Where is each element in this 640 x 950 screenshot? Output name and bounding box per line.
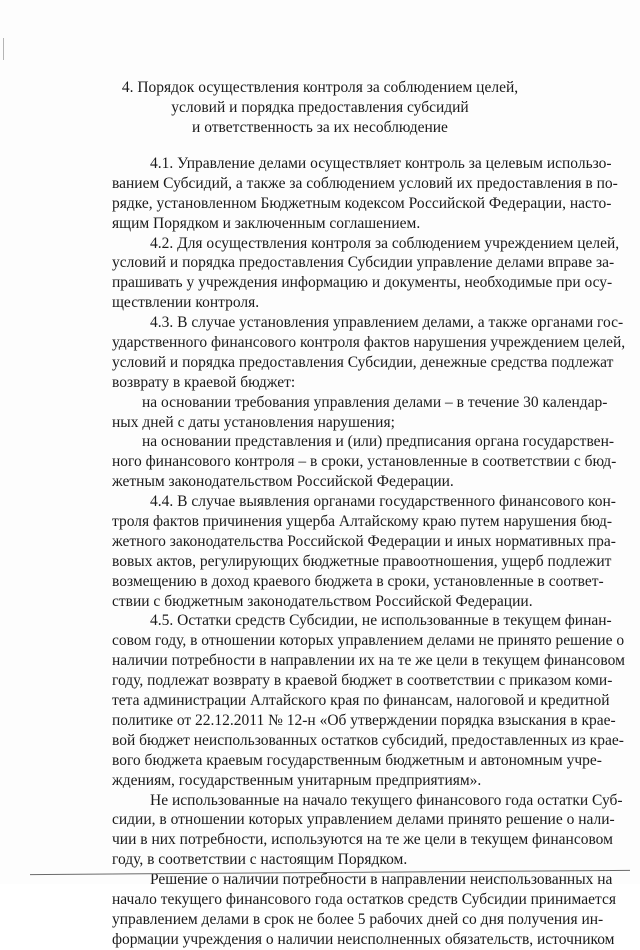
body-text-line: году, в соответствии с настоящим Порядком. xyxy=(112,851,408,869)
body-text-line: возврату в краевой бюджет: xyxy=(112,373,296,391)
heading-line-1: 4. Порядок осуществления контроля за соблюдением целей, xyxy=(121,79,519,96)
body-text-line: ударственного финансового контроля фактов нарушения учреждением целей, xyxy=(112,334,626,352)
section-body xyxy=(112,154,626,950)
body-text-line: ждениям, государственным унитарным предприятиям». xyxy=(112,771,482,789)
body-text-line: ных дней с даты установления нарушения; xyxy=(112,413,395,431)
body-text-line: на основании требования управления делами – в течение 30 календар- xyxy=(142,393,608,411)
body-text-line: условий и порядка предоставления Субсидии, денежные средства подлежат xyxy=(112,353,614,371)
body-text-line: вой бюджет неиспользованных остатков субсидий, предоставленных из крае- xyxy=(112,731,624,749)
body-text-line: наличии потребности в направлении их на те же цели в текущем финансовом xyxy=(112,652,625,670)
section-heading xyxy=(100,78,540,138)
body-text-line: Не использованные на начало текущего финансового года остатки Суб- xyxy=(150,791,623,809)
body-text-line: 4.2. Для осуществления контроля за соблюдением учреждением целей, xyxy=(150,234,620,252)
body-text-line: ществлении контроля. xyxy=(112,294,260,312)
body-text-line: управлением делами в срок не более 5 рабочих дней со дня получения ин- xyxy=(112,910,604,928)
body-text-line: формации учреждения о наличии неисполненных обязательств, источником xyxy=(112,930,615,948)
body-text-line: условий и порядка предоставления Субсидии управление делами вправе за- xyxy=(112,254,615,272)
body-text-line: Решение о наличии потребности в направлении неиспользованных на xyxy=(150,871,613,889)
body-text-line: рядке, установленном Бюджетным кодексом Российской Федерации, насто- xyxy=(112,194,612,212)
body-text-line: году, подлежат возврату в краевой бюджет в соответствии с приказом коми- xyxy=(112,672,613,690)
body-text-line: 4.4. В случае выявления органами государственного финансового кон- xyxy=(150,493,616,511)
body-text-line: вого бюджета краевым государственным бюджетным и автономным учре- xyxy=(112,751,602,769)
scan-edge-mark xyxy=(3,38,4,60)
body-text-line: тета администрации Алтайского края по финансам, налоговой и кредитной xyxy=(112,692,610,710)
body-text-line: 4.1. Управление делами осуществляет контроль за целевым использо- xyxy=(150,155,612,172)
body-text-line: чии в них потребности, используются на те же цели в текущем финансовом xyxy=(112,831,613,849)
heading-line-2: условий и порядка предоставления субсидий xyxy=(171,99,469,116)
body-text-line: политике от 22.12.2011 № 12-н «Об утверждении порядка взыскания в крае- xyxy=(112,711,616,729)
body-text-line: на основании представления и (или) предписания органа государствен- xyxy=(142,433,615,451)
body-text-line: жетным законодательством Российской Федерации. xyxy=(112,473,454,491)
body-text-line: совом году, в отношении которых управлением делами не принято решение о xyxy=(112,632,625,650)
body-text-line: 4.5. Остатки средств Субсидии, не использованные в текущем финан- xyxy=(150,612,612,630)
body-text-line: ствии с бюджетным законодательством Российской Федерации. xyxy=(112,592,533,610)
body-text-line: жетного законодательства Российской Федерации и иных нормативных пра- xyxy=(112,532,616,550)
body-text-line: начало текущего финансового года остатков средств Субсидии принимается xyxy=(112,890,616,908)
body-text-line: троля фактов причинения ущерба Алтайскому краю путем нарушения бюд- xyxy=(112,513,613,531)
body-text-line: ящим Порядком и заключенным соглашением. xyxy=(112,214,421,232)
body-text-line: 4.3. В случае установления управлением делами, а также органами гос- xyxy=(150,314,624,332)
body-text-line: возмещению в доход краевого бюджета в сроки, установленные в соответ- xyxy=(112,572,604,590)
body-text-line: прашивать у учреждения информацию и документы, необходимые при осу- xyxy=(112,274,613,292)
body-text-line: вовых актов, регулирующих бюджетные правоотношения, ущерб подлежит xyxy=(112,552,612,570)
heading-line-3: и ответственность за их несоблюдение xyxy=(192,119,448,136)
body-text-line: ванием Субсидий, а также за соблюдением условий их предоставления в по- xyxy=(112,174,618,192)
body-text-line: сидии, в отношении которых управлением делами принято решение о нали- xyxy=(112,811,615,829)
body-text-line: ного финансового контроля – в сроки, установленные в соответствии с бюд- xyxy=(112,453,617,471)
